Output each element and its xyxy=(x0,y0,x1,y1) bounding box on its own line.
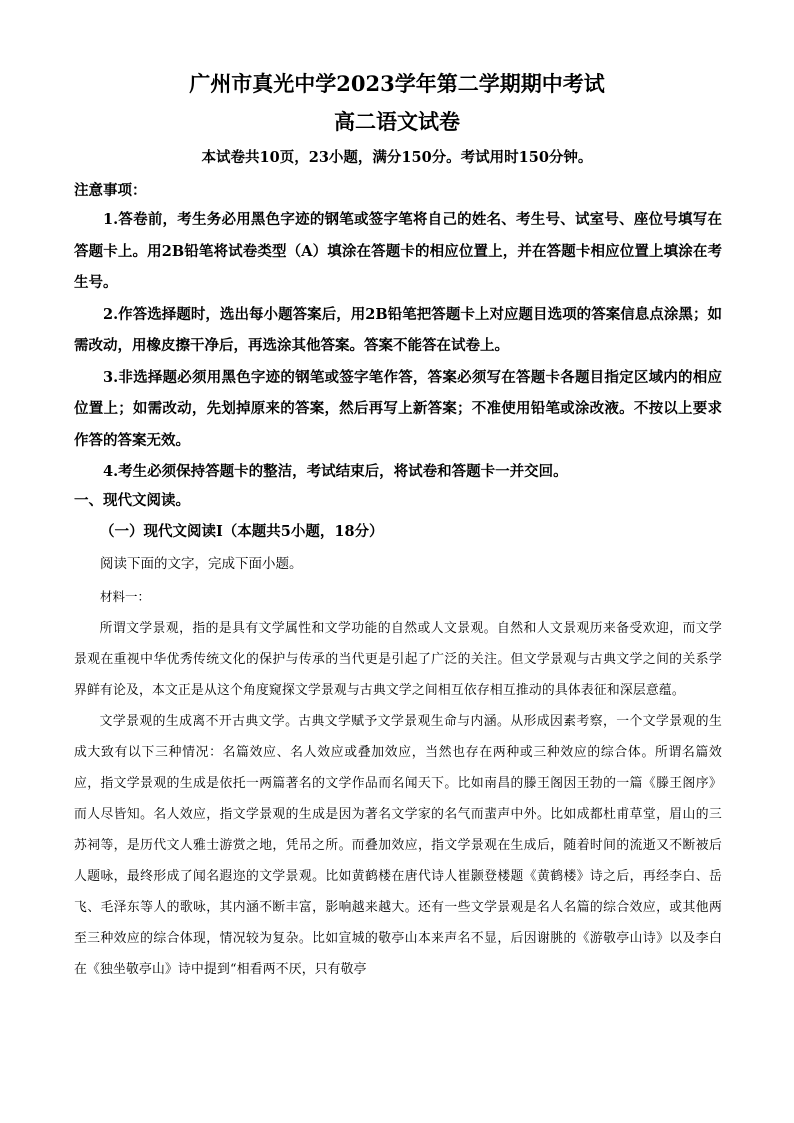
material-body xyxy=(74,613,722,985)
exam-info: 本试卷共10页，23小题，满分150分。考试用时150分钟。 xyxy=(201,149,593,166)
notes-list xyxy=(74,204,722,488)
section-heading: 一、现代文阅读。 xyxy=(74,493,190,509)
note-item: 3.非选择题必须用黑色字迹的钢笔或签字笔作答，答案必须写在答题卡各题目指定区域内的相应位置上；如需改动，先划掉原来的答案，然后再写上新答案；不准使用铅笔或涂改液。不按以上要求作答的答案无效。 xyxy=(74,368,722,449)
exam-title: 广州市真光中学2023学年第二学期期中考试 xyxy=(189,71,605,96)
notes-heading: 注意事项： xyxy=(74,183,147,199)
exam-subtitle: 高二语文试卷 xyxy=(334,109,460,134)
material-label: 材料一： xyxy=(100,589,151,604)
body-paragraph: 文学景观的生成离不开古典文学。古典文学赋予文学景观生命与内涵。从形成因素考察，一个文学景观的生成大致有以下三种情况：名篇效应、名人效应或叠加效应，当然也存在两种或三种效应的综合体。所谓名篇效应，指文学景观的生成是依托一两篇著名的文学作品而名闻天下。比如南昌的滕王阁因王勃的一篇《滕王阁序》而人尽皆知。名人效应，指文学景观的生成是因为著名文学家的名气而蜚声中外。比如成都杜甫草堂，眉山的三苏祠等，是历代文人雅士游赏之地，凭吊之所。而叠加效应，指文学景观在生成后，随着时间的流逝又不断被后人题咏，最终形成了闻名遐迩的文学景观。比如黄鹤楼在唐代诗人崔颢登楼题《黄鹤楼》诗之后，再经李白、岳飞、毛泽东等人的歌咏，其内涵不断丰富，影响越来越大。还有一些文学景观是名人名篇的综合效应，或其他两至三种效应的综合体现，情况较为复杂。比如宣城的敬亭山本来声名不显，后因谢朓的《游敬亭山诗》以及李白在《独坐敬亭山》诗中提到“相看两不厌，只有敬亭 xyxy=(74,714,722,977)
reading-instruction: 阅读下面的文字，完成下面小题。 xyxy=(100,556,303,572)
note-item: 2.作答选择题时，选出每小题答案后，用2B铅笔把答题卡上对应题目选项的答案信息点涂黑；如需改动，用橡皮擦干净后，再选涂其他答案。答案不能答在试卷上。 xyxy=(74,305,722,354)
note-item: 4.考生必须保持答题卡的整洁，考试结束后，将试卷和答题卡一并交回。 xyxy=(103,463,568,480)
note-item: 1.答卷前，考生务必用黑色字迹的钢笔或签字笔将自己的姓名、考生号、试室号、座位号填写在答题卡上。用2B铅笔将试卷类型（A）填涂在答题卡的相应位置上，并在答题卡相应位置上填涂在考生号。 xyxy=(74,211,722,291)
body-paragraph: 所谓文学景观，指的是具有文学属性和文学功能的自然或人文景观。自然和人文景观历来备受欢迎，而文学景观在重视中华优秀传统文化的保护与传承的当代更是引起了广泛的关注。但文学景观与古典文学之间的关系学界鲜有论及，本文正是从这个角度窥探文学景观与古典文学之间相互依存相互推动的具体表征和深层意蕴。 xyxy=(74,621,722,698)
subsection-heading: （一）现代文阅读Ⅰ（本题共5小题，18分） xyxy=(100,523,384,540)
